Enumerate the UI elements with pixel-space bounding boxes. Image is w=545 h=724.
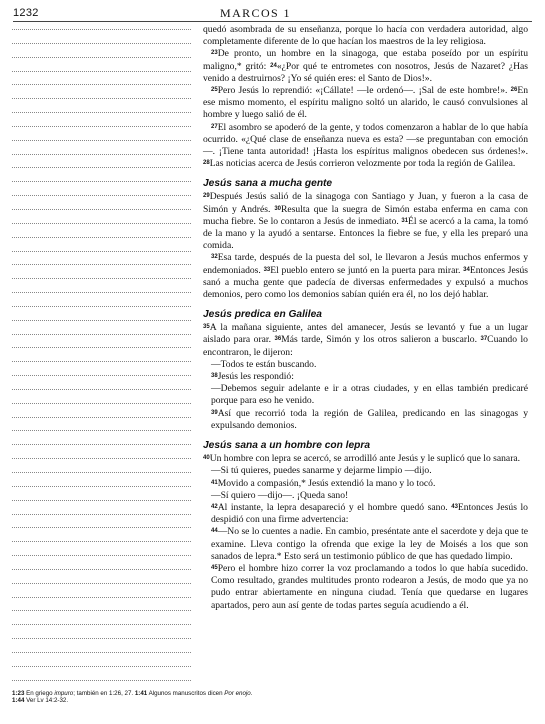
paragraph: $^{42}$Al instante, la lepra desapareció y el hombre quedó sano. $^{43}$Entonces Jesús lo despidió con una firme advertencia:	[211, 501, 528, 526]
footnote-line: 1:44 Ver Lv 14:2-32.	[12, 697, 69, 705]
verse-number: 32	[211, 254, 218, 261]
note-line	[12, 583, 191, 584]
note-line	[12, 237, 191, 238]
note-line	[12, 555, 191, 556]
note-line	[12, 417, 191, 418]
note-line	[12, 334, 191, 335]
section-heading: Jesús sana a mucha gente	[203, 178, 333, 190]
note-line	[12, 541, 191, 542]
note-line	[12, 638, 191, 639]
verse-number: 45	[211, 564, 218, 571]
paragraph: $^{32}$Esa tarde, después de la puesta del sol, le llevaron a Jesús muchos enfermos y endemoniados. $^{33}$El pueblo entero se juntó en la puerta para mirar. $^{34}$Entonces Jesús sanó a mucha gente que padecía de diversas enfermedades y expulsó a muchos demonios, pero como los demonios sabían quién era él, no los dejó hablar.	[203, 252, 528, 301]
note-line	[12, 278, 191, 279]
footnote-line: 1:23 En griego impuro; también en 1:26, 27. 1:41 Algunos manuscritos dicen Por enojo.	[12, 690, 253, 697]
paragraph: $^{38}$Jesús les respondió:	[211, 371, 294, 383]
note-line	[12, 223, 191, 224]
verse-number: 43	[451, 503, 458, 510]
verse-number: 37	[480, 336, 488, 343]
note-line	[12, 444, 191, 445]
note-line	[12, 430, 191, 431]
note-line	[12, 403, 191, 404]
verse-number: 28	[203, 160, 210, 167]
paragraph: $^{23}$De pronto, un hombre en la sinagoga, que estaba poseído por un espíritu maligno,* gritó: $^{24}$«¿Por qué te entrometes con nosotros, Jesús de Nazaret? ¿Has venido a destruirnos? ¡Yo sé quién eres: el Santo de Dios!».	[203, 48, 528, 84]
verse-number: 24	[270, 62, 277, 69]
verse-number: 31	[401, 217, 409, 224]
note-line	[12, 112, 191, 113]
footnote-ref: 1:23	[12, 690, 25, 697]
verse-number: 44	[211, 528, 218, 535]
paragraph: $^{45}$Pero el hombre hizo correr la voz proclamando a todos lo que había sucedido. Como resultado, grandes multitudes pronto rodearon a Jesús, de modo que ya no pudo entrar abiertamente en ninguna ciudad. Tenía que quedarse en lugares apartados, pero aun así gente de todas partes seguía acudiendo a él.	[211, 562, 528, 611]
paragraph: —Debemos seguir adelante e ir a otras ciudades, y en ellas también predicaré porque para eso he venido.	[211, 383, 528, 407]
book-chapter-title: MARCOS 1	[220, 6, 291, 20]
note-line	[12, 610, 191, 611]
verse-number: 23	[211, 50, 218, 57]
scripture-text	[203, 24, 528, 612]
note-line	[12, 84, 191, 85]
paragraph: —Sí quiero —dijo—. ¡Queda sano!	[211, 489, 349, 501]
paragraph: —Todos te están buscando.	[211, 358, 317, 370]
paragraph: $^{35}$A la mañana siguiente, antes del amanecer, Jesús se levantó y fue a un lugar aislado para orar. $^{36}$Más tarde, Simón y los otros salieron a buscarlo. $^{37}$Cuando lo encontraron, le dijeron:	[203, 322, 528, 358]
note-line	[12, 154, 191, 155]
note-line	[12, 472, 191, 473]
verse-number: 30	[274, 205, 282, 212]
note-line	[12, 389, 191, 390]
note-line	[12, 264, 191, 265]
note-line	[12, 140, 191, 141]
verse-number: 39	[211, 409, 218, 416]
verse-number: 38	[211, 373, 218, 380]
paragraph: $^{27}$El asombro se apoderó de la gente, y todos comenzaron a hablar de lo que había ocurrido. «¿Qué clase de enseñanza nueva es esta? —se preguntaban con emoción—. ¡Tiene tanta autoridad! ¡Hasta los espíritus malignos obedecen sus órdenes!». $^{28}$Las noticias acerca de Jesús corrieron velozmente por toda la región de Galilea.	[203, 121, 528, 170]
note-line	[12, 29, 191, 30]
verse-number: 29	[203, 193, 210, 200]
section-heading: Jesús predica en Galilea	[203, 309, 322, 321]
note-line	[12, 320, 191, 321]
note-line	[12, 666, 191, 667]
section-heading: Jesús sana a un hombre con lepra	[203, 440, 371, 452]
note-line	[12, 361, 191, 362]
note-line	[12, 624, 191, 625]
paragraph: $^{40}$Un hombre con lepra se acercó, se arrodilló ante Jesús y le suplicó que lo sanara.	[203, 453, 521, 465]
note-line	[12, 680, 191, 681]
paragraph: $^{25}$Pero Jesús lo reprendió: «¡Cállate! —le ordenó—. ¡Sal de este hombre!». $^{26}$En ese mismo momento, el espíritu maligno soltó un alarido, le causó convulsiones al hombre y luego salió de él.	[203, 85, 529, 121]
header-rule	[13, 21, 532, 22]
verse-number: 27	[211, 123, 218, 130]
paragraph: —Si tú quieres, puedes sanarme y dejarme limpio —dijo.	[211, 465, 432, 477]
verse-number: 42	[211, 503, 218, 510]
note-line	[12, 57, 191, 58]
paragraph: $^{44}$—No se lo cuentes a nadie. En cambio, preséntate ante el sacerdote y deja que te examine. Lleva contigo la ofrenda que exige la ley de Moisés a los que son sanados de lepra.* Esto será un testimonio público de que has quedado limpio.	[211, 526, 528, 562]
note-line	[12, 500, 191, 501]
note-line	[12, 306, 191, 307]
note-line	[12, 126, 191, 127]
verse-number: 25	[211, 87, 218, 94]
note-line	[12, 181, 191, 182]
note-line	[12, 251, 191, 252]
verse-number: 26	[510, 87, 518, 94]
paragraph: $^{29}$Después Jesús salió de la sinagoga con Santiago y Juan, y fueron a la casa de Simón y Andrés. $^{30}$Resulta que la suegra de Simón estaba enferma en cama con mucha fiebre. Se lo contaron a Jesús de inmediato. $^{31}$Él se acercó a la cama, la tomó de la mano y la ayudó a sentarse. Entonces la fiebre se fue, y ella les preparó una comida.	[203, 191, 528, 252]
note-line	[12, 652, 191, 653]
verse-number: 33	[263, 266, 271, 273]
verse-number: 40	[203, 455, 210, 462]
verse-number: 41	[211, 479, 218, 486]
note-line	[12, 195, 191, 196]
note-line	[12, 486, 191, 487]
note-line	[12, 292, 191, 293]
verse-number: 36	[274, 336, 282, 343]
notes-area	[12, 29, 191, 669]
note-line	[12, 375, 191, 376]
verse-number: 34	[463, 266, 470, 273]
paragraph: quedó asombrada de su enseñanza, porque lo hacía con verdadera autoridad, algo completamente diferente de lo que hacían los maestros de la ley religiosa.	[203, 24, 528, 48]
paragraph: $^{39}$Así que recorrió toda la región de Galilea, predicando en las sinagogas y expulsando demonios.	[211, 407, 528, 431]
note-line	[12, 527, 191, 528]
verse-number: 35	[203, 324, 210, 331]
note-line	[12, 43, 191, 44]
page-number: 1232	[13, 7, 39, 19]
note-line	[12, 347, 191, 348]
footnote-ref: 1:44	[12, 697, 25, 705]
note-line	[12, 569, 191, 570]
note-line	[12, 98, 191, 99]
note-line	[12, 209, 191, 210]
note-line	[12, 71, 191, 72]
note-line	[12, 514, 191, 515]
footnote-ref: 1:41	[134, 690, 148, 697]
note-line	[12, 458, 191, 459]
footnotes	[12, 690, 532, 705]
note-line	[12, 167, 191, 168]
paragraph: $^{41}$Movido a compasión,* Jesús extendió la mano y lo tocó.	[211, 477, 436, 489]
note-line	[12, 597, 191, 598]
